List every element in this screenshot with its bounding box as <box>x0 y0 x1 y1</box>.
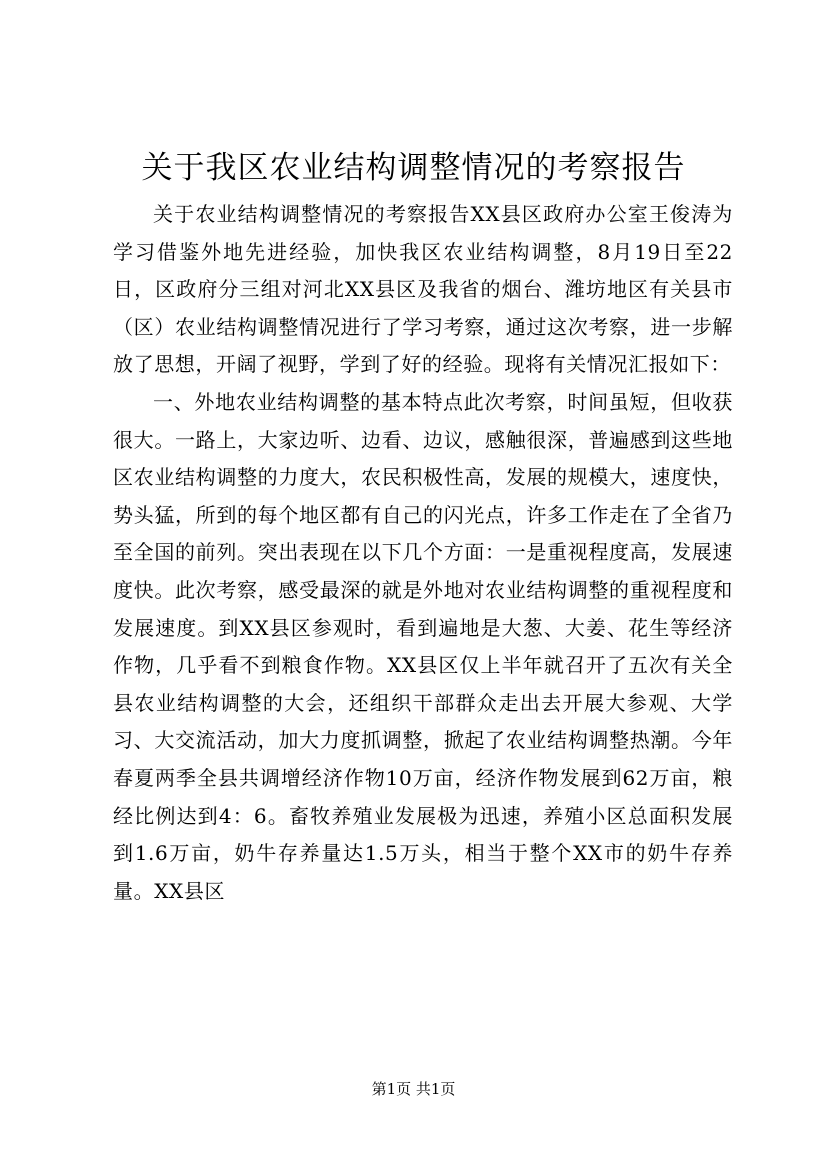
document-body <box>113 196 733 910</box>
page-footer: 第1页 共1页 <box>371 1080 456 1098</box>
paragraph-intro: 关于农业结构调整情况的考察报告XX县区政府办公室王俊涛为学习借鉴外地先进经验，加快我区农业结构调整，8月19日至22日，区政府分三组对河北XX县区及我省的烟台、潍坊地区有关县市（区）农业结构调整情况进行了学习考察，通过这次考察，进一步解放了思想，开阔了视野，学到了好的经验。现将有关情况汇报如下： <box>113 202 733 377</box>
document-title: 关于我区农业结构调整情况的考察报告 <box>141 150 686 186</box>
paragraph-section-one: 一、外地农业结构调整的基本特点此次考察，时间虽短，但收获很大。一路上，大家边听、边看、边议，感触很深，普遍感到这些地区农业结构调整的力度大，农民积极性高，发展的规模大，速度快，势头猛，所到的每个地区都有自己的闪光点，许多工作走在了全省乃至全国的前列。突出表现在以下几个方面：一是重视程度高，发展速度快。此次考察，感受最深的就是外地对农业结构调整的重视程度和发展速度。到XX县区参观时，看到遍地是大葱、大姜、花生等经济作物，几乎看不到粮食作物。XX县区仅上半年就召开了五次有关全县农业结构调整的大会，还组织干部群众走出去开展大参观、大学习、大交流活动，加大力度抓调整，掀起了农业结构调整热潮。今年春夏两季全县共调增经济作物10万亩，经济作物发展到62万亩，粮经比例达到4：6。畜牧养殖业发展极为迅速，养殖小区总面积发展到1.6万亩，奶牛存养量达1.5万头，相当于整个XX市的奶牛存养量。XX县区 <box>113 389 733 903</box>
